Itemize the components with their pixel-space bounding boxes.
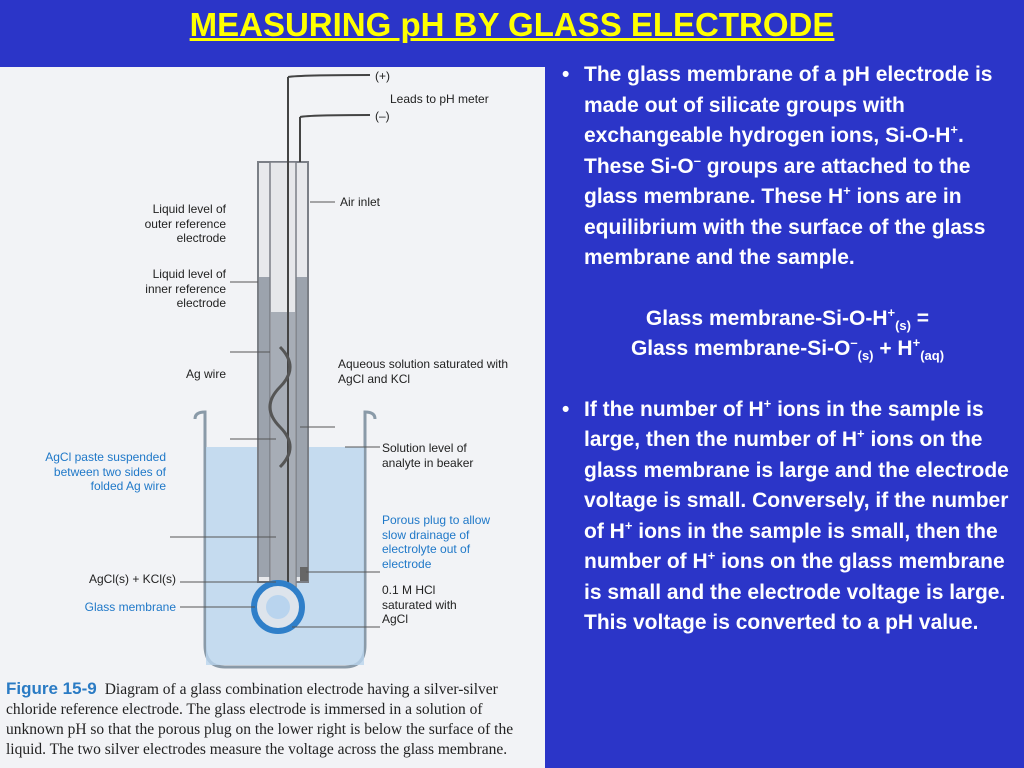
equilibrium-equation: Glass membrane-$Si-O-H^+_{(s)}$ = Glass membrane-$Si-O^-_{(s)} + H^+_{(aq)}$ <box>630 304 945 364</box>
hcl-label: 0.1 M HCl saturated with AgCl <box>382 583 457 626</box>
aqueous-label: Aqueous solution saturated with AgCl and KCl <box>338 357 509 386</box>
agcl-kcl-label: AgCl(s) + KCl(s) <box>88 572 176 586</box>
inner-level-label: Liquid level of inner reference electrode <box>145 267 226 310</box>
outer-level-label: Liquid level of outer reference electrode <box>144 202 226 245</box>
bullet-2: • If the number of H+ ions in the sample is large, then the number of H+ ions on the glass membrane is large and the electrode voltage is small. Conversely, if the number of H+ ions in the sample is small, then the number of H+ ions on the glass membrane is small and the electrode voltage is large. This voltage is converted to a pH value. <box>560 395 1015 639</box>
air-inlet-label: Air inlet <box>340 195 381 209</box>
figure-number: Figure 15-9 <box>6 679 97 698</box>
electrode-diagram <box>0 67 545 768</box>
inner-fill <box>271 312 295 602</box>
agcl-paste-label: AgCl paste suspended between two sides of folded Ag wire <box>45 450 166 493</box>
slide-title: MEASURING pH BY GLASS ELECTRODE <box>189 6 835 43</box>
caption-text: Diagram of a glass combination electrode having a silver-silver chloride reference electrode. The glass electrode is immersed in a solution of unknown pH so that the porous plug on the lower right is below the surface of the liquid. The two silver electrodes measure the voltage across the glass membrane. <box>6 681 514 758</box>
minus-label: (–) <box>375 109 390 123</box>
electrode-figure <box>0 67 545 768</box>
solution-level-label: Solution level of analyte in beaker <box>382 441 474 470</box>
porous-plug-label: Porous plug to allow slow drainage of electrolyte out of electrode <box>382 513 491 571</box>
explanation-text <box>560 60 1015 639</box>
plus-label: (+) <box>375 69 390 83</box>
porous-plug <box>300 567 308 581</box>
figure-caption <box>6 679 542 760</box>
bullet-1: • The glass membrane of a pH electrode is made out of silicate groups with exchangeable hydrogen ions, Si-O-H+. These Si-O– groups are attached to the glass membrane. These H+ ions are in equilibrium with the surface of the glass membrane and the sample. <box>560 60 1015 274</box>
glass-membrane-label: Glass membrane <box>84 600 176 614</box>
leads-label: Leads to pH meter <box>390 92 489 106</box>
ag-wire-label: Ag wire <box>185 367 226 381</box>
